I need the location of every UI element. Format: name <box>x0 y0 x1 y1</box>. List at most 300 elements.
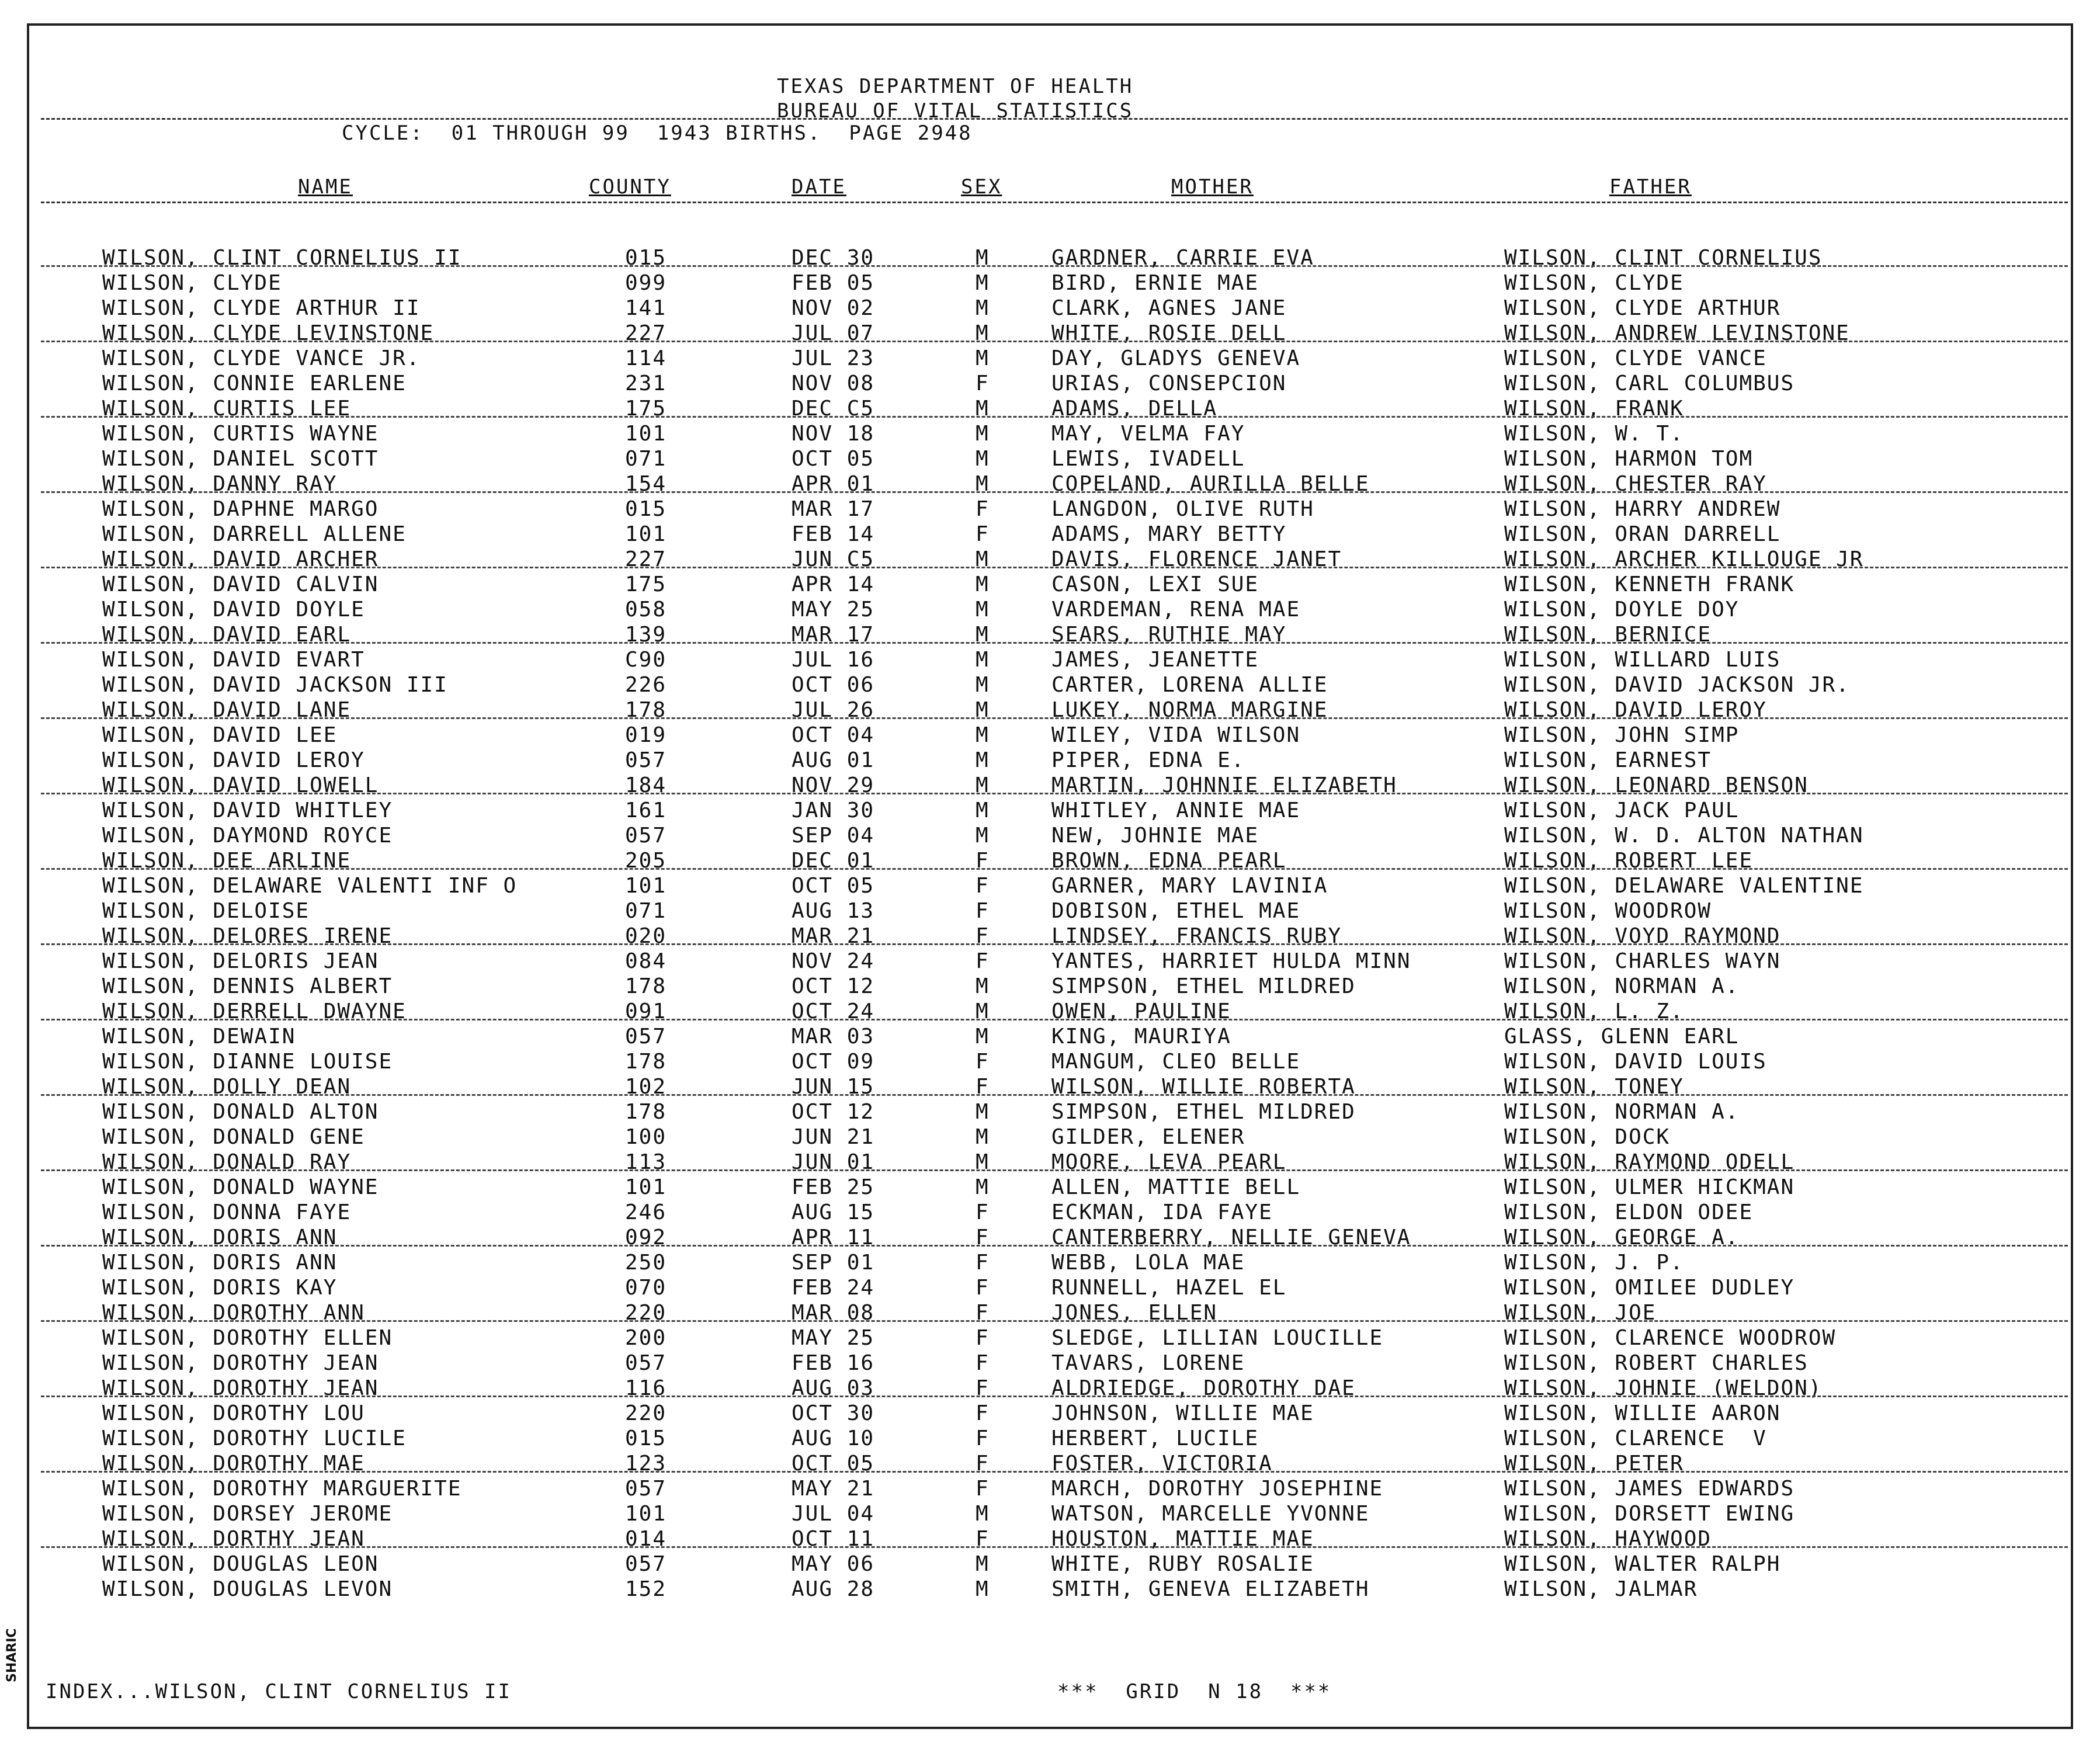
record-sex: F <box>976 1452 990 1476</box>
record-date: JUL 26 <box>792 698 875 722</box>
record-father: WILSON, HARMON TOM <box>1504 447 1754 471</box>
record-sex: F <box>976 1401 990 1425</box>
record-name: WILSON, DOUGLAS LEON <box>102 1552 379 1576</box>
record-name: WILSON, DAVID DOYLE <box>102 598 365 622</box>
bureau-title: BUREAU OF VITAL STATISTICS <box>777 99 1134 123</box>
record-name: WILSON, CONNIE EARLENE <box>102 372 407 395</box>
record-date: OCT 09 <box>792 1050 875 1074</box>
record-mother: GARDNER, CARRIE EVA <box>1051 246 1314 270</box>
record-date: APR 01 <box>792 472 875 496</box>
record-row <box>0 270 2100 296</box>
record-row <box>0 1551 2100 1577</box>
record-county: 091 <box>625 999 667 1023</box>
record-name: WILSON, CLINT CORNELIUS II <box>102 246 462 270</box>
record-father: GLASS, GLENN EARL <box>1504 1025 1740 1049</box>
record-mother: VARDEMAN, RENA MAE <box>1051 598 1301 622</box>
record-mother: BIRD, ERNIE MAE <box>1051 271 1259 295</box>
record-mother: MANGUM, CLEO BELLE <box>1051 1050 1301 1074</box>
record-father: WILSON, VOYD RAYMOND <box>1504 924 1781 948</box>
record-name: WILSON, CLYDE LEVINSTONE <box>102 321 435 345</box>
record-sex: M <box>976 321 990 345</box>
record-row <box>0 446 2100 471</box>
record-mother: SIMPSON, ETHEL MILDRED <box>1051 1100 1356 1124</box>
record-date: JUN C5 <box>792 547 875 571</box>
record-mother: LANGDON, OLIVE RUTH <box>1051 497 1314 521</box>
record-father: WILSON, CLARENCE V <box>1504 1426 1767 1450</box>
record-county: 246 <box>625 1200 667 1224</box>
record-father: WILSON, DELAWARE VALENTINE <box>1504 874 1864 898</box>
record-row <box>0 622 2100 647</box>
record-date: MAY 06 <box>792 1552 875 1576</box>
record-row <box>0 1200 2100 1225</box>
record-name: WILSON, CLYDE VANCE JR. <box>102 346 421 370</box>
record-father: WILSON, CLINT CORNELIUS <box>1504 246 1823 270</box>
record-name: WILSON, CURTIS WAYNE <box>102 422 379 446</box>
record-mother: MARTIN, JOHNNIE ELIZABETH <box>1051 773 1397 797</box>
record-county: 152 <box>625 1577 667 1601</box>
record-mother: GARNER, MARY LAVINIA <box>1051 874 1328 898</box>
record-mother: FOSTER, VICTORIA <box>1051 1452 1273 1476</box>
record-row <box>0 497 2100 522</box>
record-row <box>0 1124 2100 1150</box>
record-row <box>0 1225 2100 1250</box>
record-name: WILSON, DONNA FAYE <box>102 1200 352 1224</box>
record-mother: JOHNSON, WILLIE MAE <box>1051 1401 1314 1425</box>
record-father: WILSON, DOCK <box>1504 1125 1671 1149</box>
column-header-date: DATE <box>792 175 846 199</box>
record-county: 141 <box>625 296 667 320</box>
record-date: JUL 16 <box>792 648 875 672</box>
record-name: WILSON, DOROTHY MARGUERITE <box>102 1477 462 1501</box>
record-row <box>0 471 2100 497</box>
record-sex: M <box>976 397 990 421</box>
record-sex: F <box>976 1527 990 1551</box>
record-date: DEC 30 <box>792 246 875 270</box>
record-name: WILSON, DORSEY JEROME <box>102 1502 393 1526</box>
record-father: WILSON, CLYDE VANCE <box>1504 346 1767 370</box>
record-row <box>0 572 2100 597</box>
record-mother: LINDSEY, FRANCIS RUBY <box>1051 924 1342 948</box>
record-sex: M <box>976 799 990 822</box>
record-mother: TAVARS, LORENE <box>1051 1351 1245 1375</box>
record-name: WILSON, DAYMOND ROYCE <box>102 824 393 848</box>
record-date: AUG 13 <box>792 899 875 923</box>
record-name: WILSON, DELOISE <box>102 899 310 923</box>
record-county: 220 <box>625 1301 667 1325</box>
record-row <box>0 346 2100 371</box>
header-rule <box>41 118 2068 120</box>
record-county: 200 <box>625 1326 667 1350</box>
record-mother: MARCH, DOROTHY JOSEPHINE <box>1051 1477 1384 1501</box>
record-name: WILSON, DONALD GENE <box>102 1125 365 1149</box>
record-date: MAR 17 <box>792 497 875 521</box>
record-county: 058 <box>625 598 667 622</box>
column-header-sex: SEX <box>961 175 1002 199</box>
record-father: WILSON, NORMAN A. <box>1504 1100 1740 1124</box>
record-sex: M <box>976 246 990 270</box>
record-row <box>0 949 2100 974</box>
record-date: NOV 02 <box>792 296 875 320</box>
record-name: WILSON, DAVID LANE <box>102 698 352 722</box>
record-name: WILSON, DAVID CALVIN <box>102 572 379 596</box>
record-county: 175 <box>625 397 667 421</box>
record-date: JUL 04 <box>792 1502 875 1526</box>
records-list <box>0 245 2100 1602</box>
record-mother: MAY, VELMA FAY <box>1051 422 1245 446</box>
record-row <box>0 672 2100 697</box>
record-sex: M <box>976 1552 990 1576</box>
record-county: 057 <box>625 1025 667 1049</box>
record-mother: SMITH, GENEVA ELIZABETH <box>1051 1577 1370 1601</box>
record-county: 101 <box>625 522 667 546</box>
record-sex: M <box>976 346 990 370</box>
record-sex: F <box>976 1477 990 1501</box>
record-father: WILSON, KENNETH FRANK <box>1504 572 1795 596</box>
record-name: WILSON, DOROTHY ANN <box>102 1301 365 1325</box>
record-mother: URIAS, CONSEPCION <box>1051 372 1287 395</box>
record-date: FEB 16 <box>792 1351 875 1375</box>
grid-footer: *** GRID N 18 *** <box>1057 1680 1332 1703</box>
record-name: WILSON, DANIEL SCOTT <box>102 447 379 471</box>
record-name: WILSON, DEE ARLINE <box>102 849 352 873</box>
record-father: WILSON, ULMER HICKMAN <box>1504 1175 1795 1199</box>
record-county: 102 <box>625 1075 667 1099</box>
record-county: 175 <box>625 572 667 596</box>
record-sex: F <box>976 1376 990 1400</box>
record-sex: F <box>976 1301 990 1325</box>
record-date: NOV 18 <box>792 422 875 446</box>
record-date: AUG 03 <box>792 1376 875 1400</box>
record-sex: F <box>976 899 990 923</box>
record-mother: ALDRIEDGE, DOROTHY DAE <box>1051 1376 1356 1400</box>
record-sex: F <box>976 497 990 521</box>
record-date: OCT 05 <box>792 874 875 898</box>
record-sex: M <box>976 1150 990 1174</box>
record-county: 015 <box>625 246 667 270</box>
record-date: JUN 21 <box>792 1125 875 1149</box>
record-mother: LUKEY, NORMA MARGINE <box>1051 698 1328 722</box>
record-sex: F <box>976 949 990 973</box>
record-row <box>0 1099 2100 1124</box>
record-father: WILSON, ORAN DARRELL <box>1504 522 1781 546</box>
record-county: 250 <box>625 1251 667 1275</box>
record-row <box>0 396 2100 421</box>
record-row <box>0 1526 2100 1551</box>
record-date: FEB 14 <box>792 522 875 546</box>
record-father: WILSON, WOODROW <box>1504 899 1712 923</box>
record-father: WILSON, CLARENCE WOODROW <box>1504 1326 1837 1350</box>
record-father: WILSON, TONEY <box>1504 1075 1684 1099</box>
record-sex: M <box>976 999 990 1023</box>
record-name: WILSON, DAPHNE MARGO <box>102 497 379 521</box>
record-name: WILSON, CLYDE ARTHUR II <box>102 296 421 320</box>
record-county: 178 <box>625 974 667 998</box>
record-name: WILSON, DEWAIN <box>102 1025 296 1049</box>
record-sex: M <box>976 648 990 672</box>
index-footer: INDEX...WILSON, CLINT CORNELIUS II <box>46 1680 512 1703</box>
record-father: WILSON, HAYWOOD <box>1504 1527 1712 1551</box>
record-mother: CLARK, AGNES JANE <box>1051 296 1287 320</box>
record-row <box>0 522 2100 547</box>
column-header-name: NAME <box>298 175 353 199</box>
record-date: JAN 30 <box>792 799 875 822</box>
record-county: 057 <box>625 1351 667 1375</box>
record-date: NOV 08 <box>792 372 875 395</box>
cycle-line: CYCLE: 01 THROUGH 99 1943 BIRTHS. PAGE 2948 <box>342 122 973 145</box>
record-father: WILSON, ELDON ODEE <box>1504 1200 1754 1224</box>
column-header-county: COUNTY <box>589 175 671 199</box>
record-sex: F <box>976 1226 990 1249</box>
record-county: 057 <box>625 748 667 772</box>
side-mark: SHARIC <box>5 1628 19 1682</box>
record-date: OCT 24 <box>792 999 875 1023</box>
record-sex: M <box>976 547 990 571</box>
record-sex: F <box>976 1251 990 1275</box>
record-date: NOV 24 <box>792 949 875 973</box>
record-county: 071 <box>625 447 667 471</box>
record-name: WILSON, DORIS KAY <box>102 1276 338 1300</box>
record-sex: F <box>976 372 990 395</box>
record-row <box>0 748 2100 773</box>
record-mother: DAY, GLADYS GENEVA <box>1051 346 1301 370</box>
record-row <box>0 873 2100 898</box>
record-sex: F <box>976 522 990 546</box>
record-mother: CARTER, LORENA ALLIE <box>1051 673 1328 697</box>
record-county: 101 <box>625 874 667 898</box>
record-county: 019 <box>625 723 667 747</box>
record-row <box>0 1426 2100 1451</box>
record-row <box>0 371 2100 396</box>
record-father: WILSON, DAVID LOUIS <box>1504 1050 1767 1074</box>
record-date: FEB 24 <box>792 1276 875 1300</box>
record-row <box>0 924 2100 949</box>
record-father: WILSON, CHARLES WAYN <box>1504 949 1781 973</box>
record-date: FEB 25 <box>792 1175 875 1199</box>
record-date: FEB 05 <box>792 271 875 295</box>
record-date: AUG 15 <box>792 1200 875 1224</box>
record-name: WILSON, DELAWARE VALENTI INF O <box>102 874 518 898</box>
record-county: 184 <box>625 773 667 797</box>
record-date: AUG 01 <box>792 748 875 772</box>
record-mother: KING, MAURIYA <box>1051 1025 1231 1049</box>
agency-title: TEXAS DEPARTMENT OF HEALTH <box>777 75 1134 98</box>
record-mother: WHITLEY, ANNIE MAE <box>1051 799 1301 822</box>
record-name: WILSON, CURTIS LEE <box>102 397 352 421</box>
record-county: 100 <box>625 1125 667 1149</box>
record-name: WILSON, DOROTHY MAE <box>102 1452 365 1476</box>
record-date: OCT 12 <box>792 974 875 998</box>
record-sex: M <box>976 623 990 647</box>
record-sex: M <box>976 1502 990 1526</box>
record-sex: M <box>976 271 990 295</box>
record-mother: WHITE, RUBY ROSALIE <box>1051 1552 1314 1576</box>
record-row <box>0 697 2100 723</box>
record-row <box>0 723 2100 748</box>
record-row <box>0 974 2100 999</box>
record-county: 205 <box>625 849 667 873</box>
record-father: WILSON, NORMAN A. <box>1504 974 1740 998</box>
record-mother: SIMPSON, ETHEL MILDRED <box>1051 974 1356 998</box>
record-sex: M <box>976 1175 990 1199</box>
record-date: OCT 11 <box>792 1527 875 1551</box>
record-name: WILSON, DONALD RAY <box>102 1150 352 1174</box>
record-father: WILSON, CLYDE <box>1504 271 1684 295</box>
record-sex: M <box>976 1025 990 1049</box>
record-father: WILSON, JALMAR <box>1504 1577 1698 1601</box>
record-county: 178 <box>625 1050 667 1074</box>
record-father: WILSON, DAVID LEROY <box>1504 698 1767 722</box>
record-sex: M <box>976 447 990 471</box>
record-father: WILSON, DAVID JACKSON JR. <box>1504 673 1850 697</box>
record-name: WILSON, DOLLY DEAN <box>102 1075 352 1099</box>
record-name: WILSON, DELORIS JEAN <box>102 949 379 973</box>
record-name: WILSON, DAVID EVART <box>102 648 365 672</box>
record-father: WILSON, JOHNIE (WELDON) <box>1504 1376 1823 1400</box>
record-name: WILSON, DAVID WHITLEY <box>102 799 393 822</box>
record-sex: M <box>976 296 990 320</box>
record-sex: M <box>976 698 990 722</box>
record-name: WILSON, DANNY RAY <box>102 472 338 496</box>
record-date: MAR 21 <box>792 924 875 948</box>
record-county: 101 <box>625 1502 667 1526</box>
record-row <box>0 1501 2100 1526</box>
record-date: SEP 04 <box>792 824 875 848</box>
record-mother: WHITE, ROSIE DELL <box>1051 321 1287 345</box>
record-sex: M <box>976 422 990 446</box>
record-mother: WILEY, VIDA WILSON <box>1051 723 1301 747</box>
record-name: WILSON, DARRELL ALLENE <box>102 522 407 546</box>
record-sex: M <box>976 773 990 797</box>
record-row <box>0 898 2100 924</box>
record-sex: F <box>976 1200 990 1224</box>
record-date: MAY 25 <box>792 598 875 622</box>
record-sex: M <box>976 1100 990 1124</box>
record-mother: GILDER, ELENER <box>1051 1125 1245 1149</box>
record-name: WILSON, DAVID EARL <box>102 623 352 647</box>
record-row <box>0 1300 2100 1325</box>
record-father: WILSON, DORSETT EWING <box>1504 1502 1795 1526</box>
record-father: WILSON, DOYLE DOY <box>1504 598 1740 622</box>
record-father: WILSON, FRANK <box>1504 397 1684 421</box>
record-sex: F <box>976 849 990 873</box>
record-row <box>0 999 2100 1024</box>
record-row <box>0 1275 2100 1300</box>
record-sex: M <box>976 673 990 697</box>
record-mother: YANTES, HARRIET HULDA MINN <box>1051 949 1411 973</box>
record-sex: F <box>976 1050 990 1074</box>
record-father: WILSON, JACK PAUL <box>1504 799 1740 822</box>
record-row <box>0 1049 2100 1074</box>
record-county: 220 <box>625 1401 667 1425</box>
record-mother: PIPER, EDNA E. <box>1051 748 1245 772</box>
record-row <box>0 1577 2100 1602</box>
record-mother: ADAMS, DELLA <box>1051 397 1218 421</box>
record-date: DEC 01 <box>792 849 875 873</box>
record-row <box>0 1175 2100 1200</box>
record-date: JUN 15 <box>792 1075 875 1099</box>
record-name: WILSON, DIANNE LOUISE <box>102 1050 393 1074</box>
record-name: WILSON, DOROTHY LOU <box>102 1401 365 1425</box>
record-sex: M <box>976 974 990 998</box>
record-row <box>0 1074 2100 1099</box>
record-date: OCT 04 <box>792 723 875 747</box>
record-row <box>0 1250 2100 1275</box>
record-father: WILSON, HARRY ANDREW <box>1504 497 1781 521</box>
record-sex: M <box>976 1125 990 1149</box>
record-county: 116 <box>625 1376 667 1400</box>
record-row <box>0 597 2100 622</box>
record-county: 099 <box>625 271 667 295</box>
record-father: WILSON, WILLIE AARON <box>1504 1401 1781 1425</box>
record-county: 070 <box>625 1276 667 1300</box>
record-county: 071 <box>625 899 667 923</box>
record-sex: F <box>976 1326 990 1350</box>
record-row <box>0 1476 2100 1501</box>
record-father: WILSON, CHESTER RAY <box>1504 472 1767 496</box>
record-name: WILSON, DONALD WAYNE <box>102 1175 379 1199</box>
record-sex: M <box>976 748 990 772</box>
record-father: WILSON, RAYMOND ODELL <box>1504 1150 1795 1174</box>
record-mother: ECKMAN, IDA FAYE <box>1051 1200 1273 1224</box>
record-sex: M <box>976 572 990 596</box>
record-father: WILSON, ARCHER KILLOUGE JR <box>1504 547 1864 571</box>
record-father: WILSON, PETER <box>1504 1452 1684 1476</box>
record-county: 154 <box>625 472 667 496</box>
record-county: 161 <box>625 799 667 822</box>
record-mother: NEW, JOHNIE MAE <box>1051 824 1259 848</box>
record-date: MAY 21 <box>792 1477 875 1501</box>
record-county: 092 <box>625 1226 667 1249</box>
record-county: 015 <box>625 497 667 521</box>
record-date: MAR 08 <box>792 1301 875 1325</box>
record-father: WILSON, WALTER RALPH <box>1504 1552 1781 1576</box>
record-mother: COPELAND, AURILLA BELLE <box>1051 472 1370 496</box>
record-father: WILSON, J. P. <box>1504 1251 1684 1275</box>
record-date: OCT 05 <box>792 1452 875 1476</box>
record-mother: WEBB, LOLA MAE <box>1051 1251 1245 1275</box>
record-row <box>0 1150 2100 1175</box>
record-row <box>0 421 2100 446</box>
record-mother: LEWIS, IVADELL <box>1051 447 1245 471</box>
record-county: 113 <box>625 1150 667 1174</box>
record-mother: JAMES, JEANETTE <box>1051 648 1259 672</box>
record-name: WILSON, DORTHY JEAN <box>102 1527 365 1551</box>
record-county: 139 <box>625 623 667 647</box>
record-father: WILSON, EARNEST <box>1504 748 1712 772</box>
record-county: C90 <box>625 648 667 672</box>
record-father: WILSON, GEORGE A. <box>1504 1226 1740 1249</box>
record-sex: M <box>976 723 990 747</box>
record-date: OCT 06 <box>792 673 875 697</box>
record-father: WILSON, LEONARD BENSON <box>1504 773 1809 797</box>
record-father: WILSON, CARL COLUMBUS <box>1504 372 1795 395</box>
record-name: WILSON, DOROTHY ELLEN <box>102 1326 393 1350</box>
record-row <box>0 848 2100 873</box>
record-mother: BROWN, EDNA PEARL <box>1051 849 1287 873</box>
record-name: WILSON, DAVID LOWELL <box>102 773 379 797</box>
column-header-rule <box>41 202 2068 203</box>
record-name: WILSON, DERRELL DWAYNE <box>102 999 407 1023</box>
record-county: 101 <box>625 1175 667 1199</box>
record-name: WILSON, DOUGLAS LEVON <box>102 1577 393 1601</box>
record-county: 231 <box>625 372 667 395</box>
record-father: WILSON, L. Z. <box>1504 999 1684 1023</box>
record-county: 057 <box>625 824 667 848</box>
record-father: WILSON, ANDREW LEVINSTONE <box>1504 321 1850 345</box>
record-mother: CASON, LEXI SUE <box>1051 572 1259 596</box>
record-mother: JONES, ELLEN <box>1051 1301 1218 1325</box>
record-county: 057 <box>625 1552 667 1576</box>
